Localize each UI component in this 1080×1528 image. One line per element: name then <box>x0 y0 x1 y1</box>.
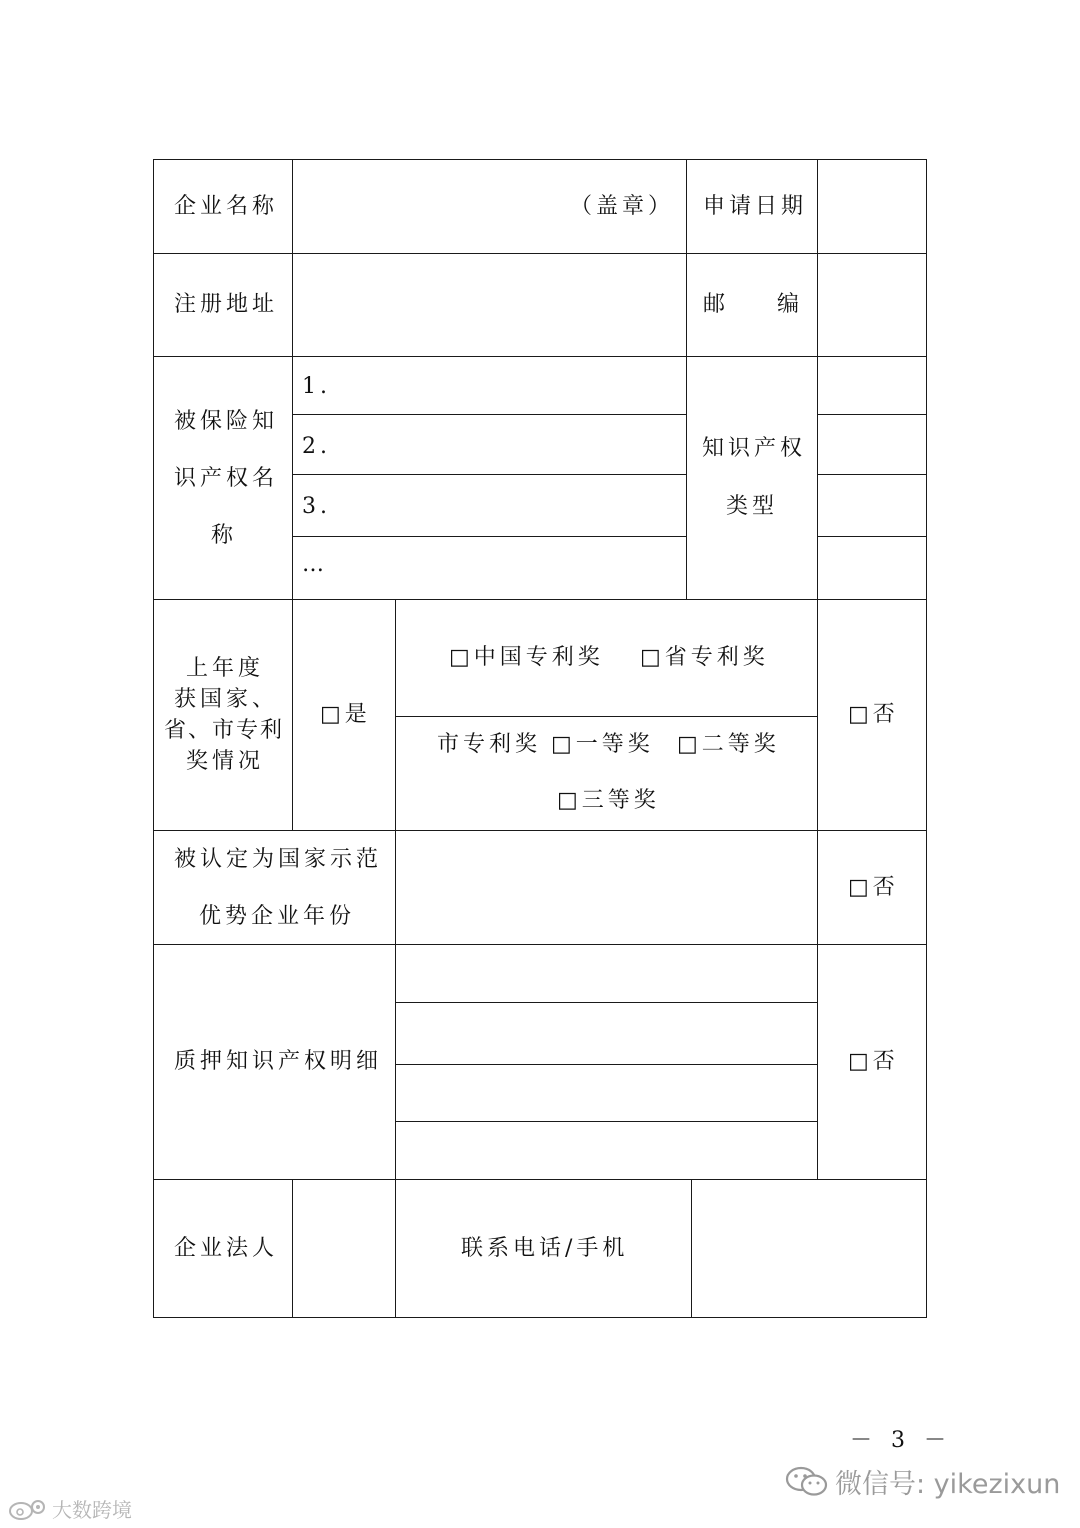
ip-item: 2. <box>302 434 331 459</box>
weibo-watermark <box>8 1494 132 1526</box>
demo-label-line: 优势企业年份 <box>199 904 356 929</box>
ip-item: 1. <box>302 374 331 399</box>
third-prize-checkbox[interactable]: □三等奖 <box>557 788 660 813</box>
weibo-icon <box>8 1497 48 1526</box>
ip-item: … <box>302 552 328 577</box>
reg-address-label: 注册地址 <box>174 292 279 317</box>
seal-note: （盖章） <box>570 194 675 219</box>
row-divider <box>153 356 927 357</box>
column-divider <box>817 159 818 1180</box>
postcode-label-2: 编 <box>777 292 804 317</box>
award-label-line: 省、市专利 <box>164 718 285 743</box>
company-name-label: 企业名称 <box>174 194 279 219</box>
table-border-right <box>926 159 927 1318</box>
row-divider <box>153 944 927 945</box>
row-divider <box>817 474 927 475</box>
weibo-watermark-text: 大数跨境 <box>52 1498 132 1522</box>
wechat-watermark <box>785 1462 1060 1505</box>
column-divider <box>395 599 396 1180</box>
pledge-label: 质押知识产权明细 <box>174 1049 383 1074</box>
column-divider <box>691 1179 692 1318</box>
column-divider <box>292 159 293 831</box>
row-divider <box>817 414 927 415</box>
city-award-label: 市专利奖 <box>437 732 542 757</box>
province-award-checkbox[interactable]: □省专利奖 <box>640 645 769 670</box>
ip-name-label-line: 称 <box>211 523 238 548</box>
row-divider <box>292 414 686 415</box>
row-divider <box>292 536 686 537</box>
demo-no-checkbox[interactable]: □否 <box>848 875 899 900</box>
demo-label-line: 被认定为国家示范 <box>174 847 383 872</box>
page-number: － 3 － <box>850 1428 952 1453</box>
table-border-bottom <box>153 1317 927 1318</box>
ip-name-label-line: 识产权名 <box>174 466 279 491</box>
award-no-checkbox[interactable]: □否 <box>848 702 899 727</box>
award-label-line: 获国家、 <box>174 687 279 712</box>
column-divider <box>686 159 687 600</box>
row-divider <box>153 599 927 600</box>
pledge-no-checkbox[interactable]: □否 <box>848 1049 899 1074</box>
second-prize-checkbox[interactable]: □二等奖 <box>677 732 780 757</box>
row-divider <box>817 536 927 537</box>
table-border-top <box>153 159 927 160</box>
wechat-icon <box>785 1466 829 1505</box>
ip-type-label-line: 知识产权 <box>702 436 807 461</box>
ip-type-label-line: 类型 <box>726 494 779 519</box>
apply-date-label: 申请日期 <box>703 194 808 219</box>
row-divider <box>395 716 817 717</box>
row-divider <box>395 1002 817 1003</box>
row-divider <box>395 1064 817 1065</box>
ip-name-label-line: 被保险知 <box>174 409 279 434</box>
legal-person-label: 企业法人 <box>174 1236 279 1261</box>
contact-phone-label: 联系电话/手机 <box>461 1236 629 1261</box>
first-prize-checkbox[interactable]: □一等奖 <box>551 732 654 757</box>
postcode-label-1: 邮 <box>703 292 730 317</box>
column-divider <box>395 1179 396 1318</box>
table-border-left <box>153 159 154 1318</box>
award-yes-checkbox[interactable]: □是 <box>320 702 371 727</box>
row-divider <box>153 1179 927 1180</box>
row-divider <box>153 830 927 831</box>
row-divider <box>395 1121 817 1122</box>
wechat-watermark-text: 微信号: yikezixun <box>835 1469 1061 1500</box>
award-label-line: 上年度 <box>186 656 265 681</box>
row-divider <box>153 253 927 254</box>
china-award-checkbox[interactable]: □中国专利奖 <box>449 645 604 670</box>
award-label-line: 奖情况 <box>186 749 265 774</box>
column-divider <box>292 1179 293 1318</box>
ip-item: 3. <box>302 494 331 519</box>
row-divider <box>292 474 686 475</box>
